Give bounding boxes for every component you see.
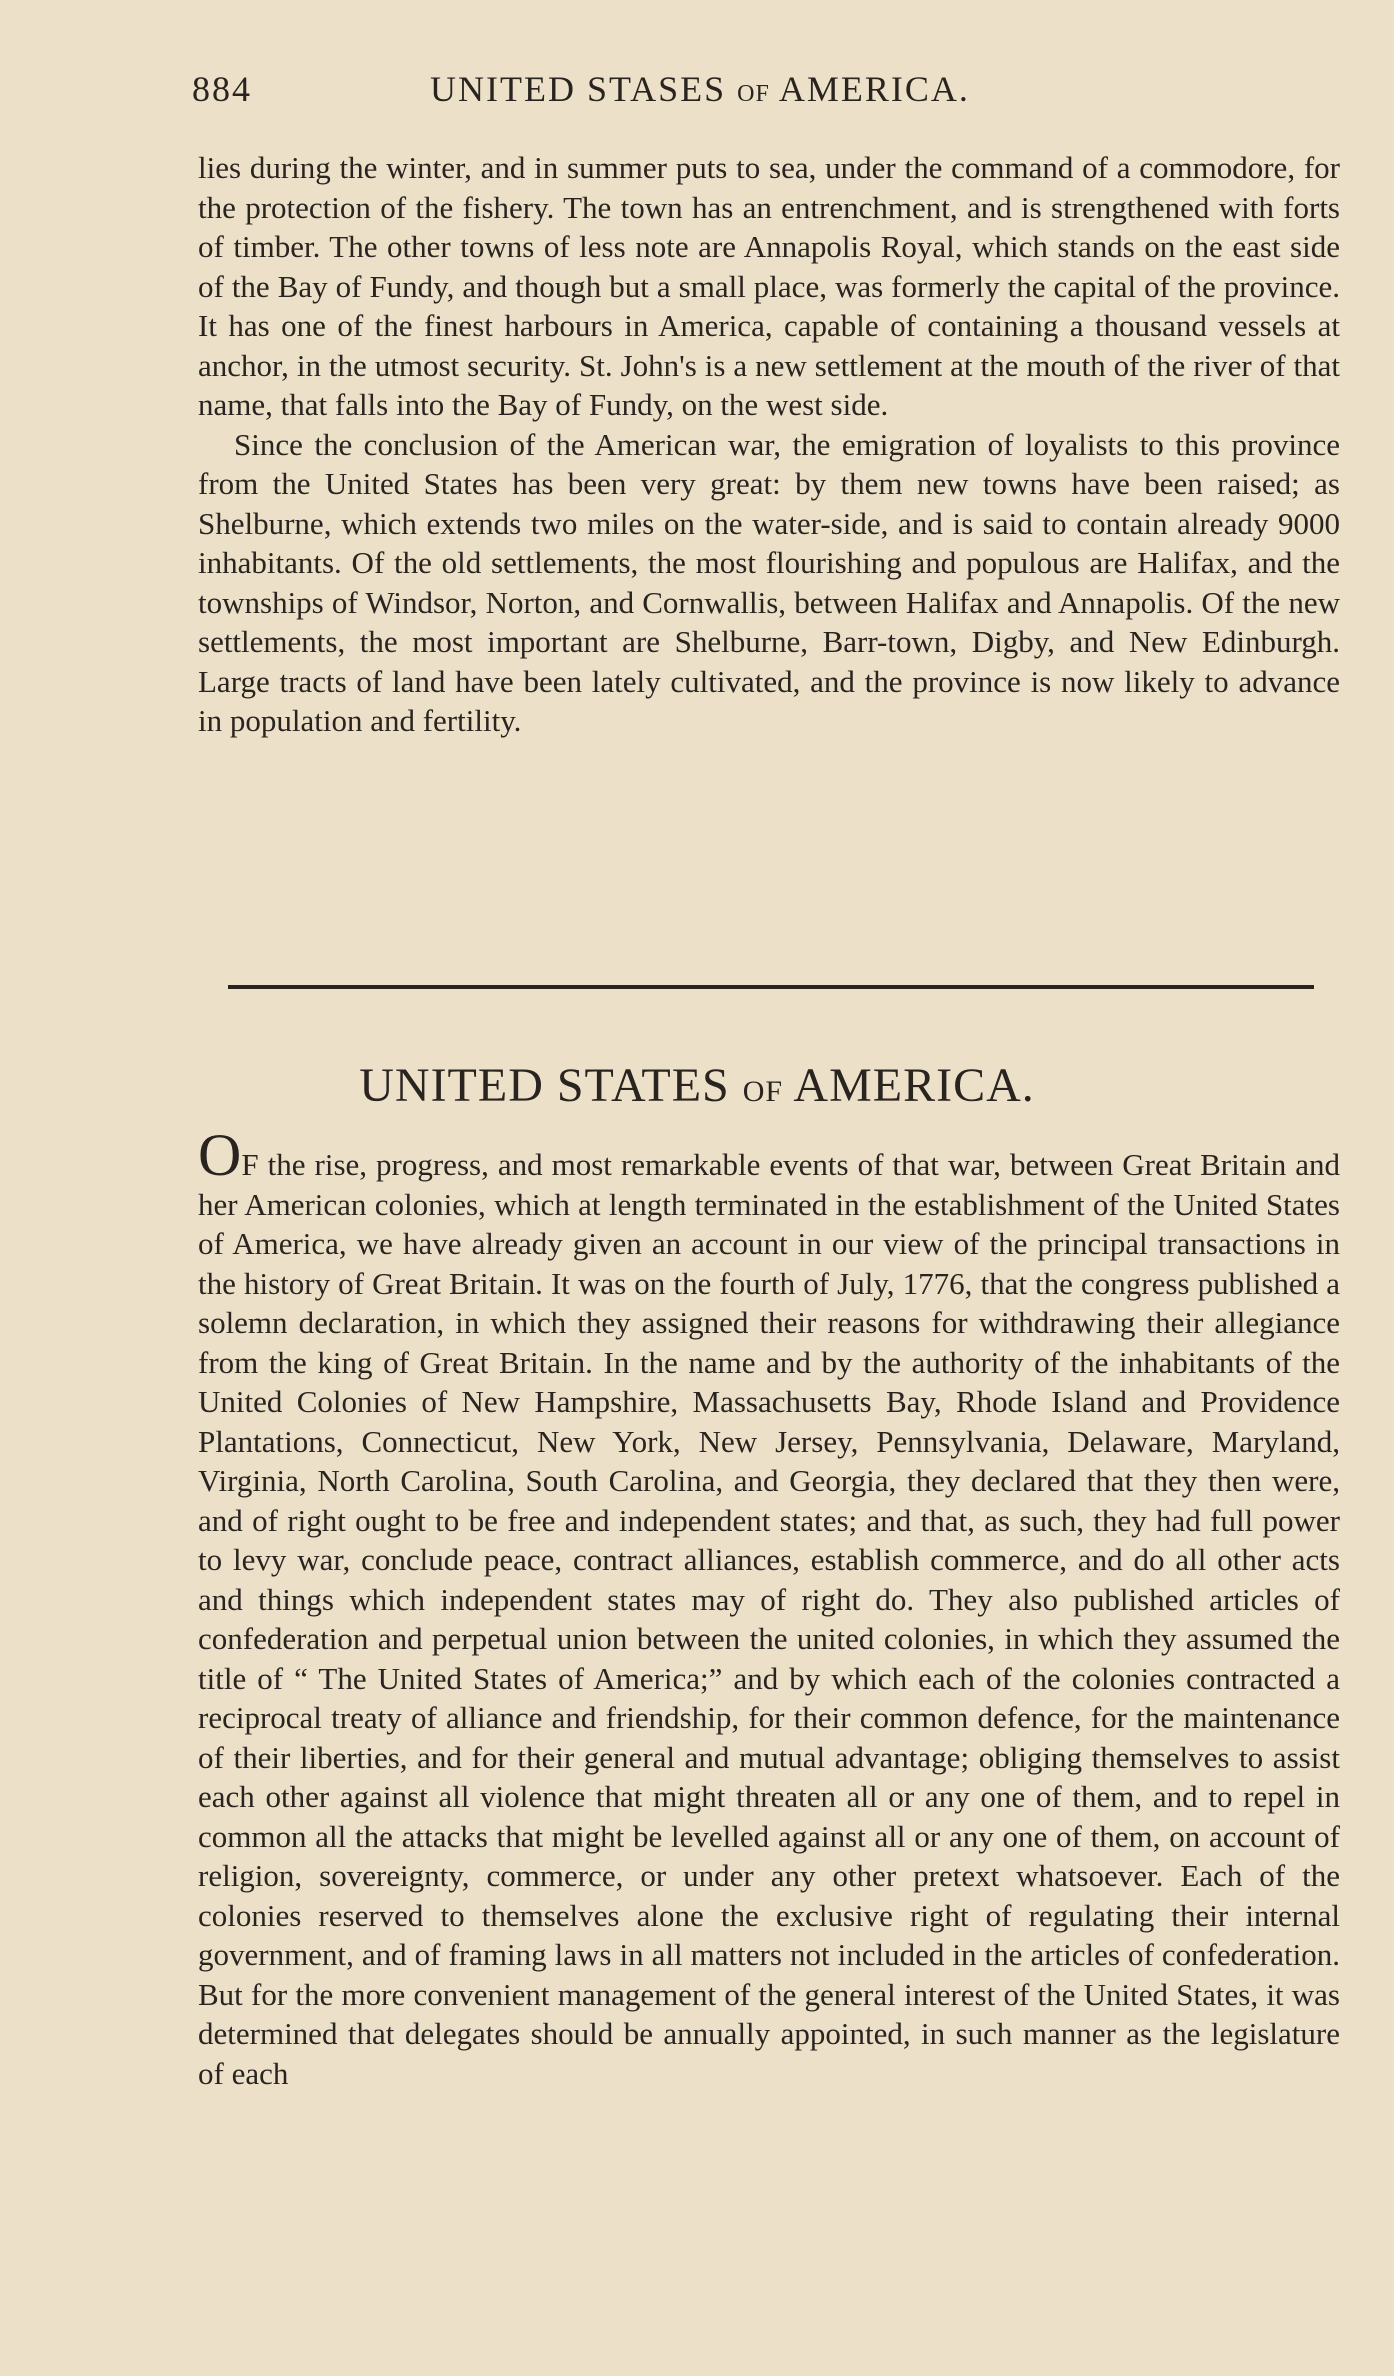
united-states-text [198, 1122, 1340, 2093]
paragraph-continued: lies during the winter, and in summer puts to sea, under the command of a commodore, for the protection of the fishery. The town has an entrenchment, and is strengthened with forts of timber. The other towns of less note are Annapolis Royal, which stands on the east side of the Bay of Fundy, and though but a small place, was formerly the capital of the province. It has one of the finest harbours in America, capable of containing a thousand vessels at anchor, in the utmost security. St. John's is a new settlement at the mouth of the river of that name, that falls into the Bay of Fundy, on the west side. [198, 150, 1340, 422]
section-heading-main: UNITED STATES [359, 1059, 743, 1112]
page-number: 884 [192, 69, 252, 109]
section-heading-of: OF [742, 1075, 784, 1108]
paragraph-loyalists: Since the conclusion of the American war, the emigration of loyalists to this province from the United States has been very great: by them new towns have been raised; as Shelburne, which extends two miles on the water-side, and is said to contain already 9000 inhabitants. Of the old settlements, the most flourishing and populous are Halifax, and the townships of Windsor, Norton, and Cornwallis, between Halifax and Annapolis. Of the new settlements, the most important are Shelburne, Barr-town, Digby, and New Edinburgh. Large tracts of land have been lately cultivated, and the province is now likely to advance in population and fertility. [198, 426, 1340, 738]
page-header [192, 68, 1092, 118]
nova-scotia-text [198, 148, 1340, 741]
paragraph-opening-body: F the rise, progress, and most remarkable events of that war, between Great Britain and her American colonies, which at length terminated in the establishment of the United States of America, we have already given an account in our view of the principal transactions in the history of Great Britain. It was on the fourth of July, 1776, that the congress published a solemn declaration, in which they assigned their reasons for withdrawing their allegiance from the king of Great Britain. In the name and by the authority of the inhabitants of the United Colonies of New Hampshire, Massachusetts Bay, Rhode Island and Providence Plantations, Connecticut, New York, New Jersey, Pennsylvania, Delaware, Maryland, Virginia, North Carolina, South Carolina, and Georgia, they declared that they then were, and of right ought to be free and independent states; and that, as such, they had full power to levy war, conclude peace, contract alliances, establish commerce, and do all other acts and things which independent states may of right do. They also published articles of confederation and perpetual union between the united colonies, in which they assumed the title of “ The United States of America;” and by which each of the colonies contracted a reciprocal treaty of alliance and friendship, for their common defence, for the maintenance of their liberties, and for their general and mutual advantage; obliging themselves to assist each other against all violence that might threaten all or any one of them, and to repel in common all the attacks that might be levelled against all or any one of them, on account of religion, sovereignty, commerce, or under any other pretext whatsoever. Each of the colonies reserved to themselves alone the exclusive right of regulating their internal government, and of framing laws in all matters not included in the articles of confederation. But for the more convenient management of the general interest of the United States, it was determined that delegates should be annually appointed, in such manner as the legislature of each [198, 1147, 1340, 2091]
running-head [430, 68, 970, 110]
section-divider [228, 985, 1314, 989]
running-head-end: AMERICA. [769, 69, 970, 109]
section-heading [0, 1058, 1394, 1113]
running-head-main: UNITED STASES [430, 69, 738, 109]
section-heading-end: AMERICA. [783, 1059, 1035, 1112]
drop-cap: O [198, 1122, 242, 1188]
paragraph-opening [198, 1122, 1340, 2093]
running-head-of: OF [737, 81, 770, 107]
